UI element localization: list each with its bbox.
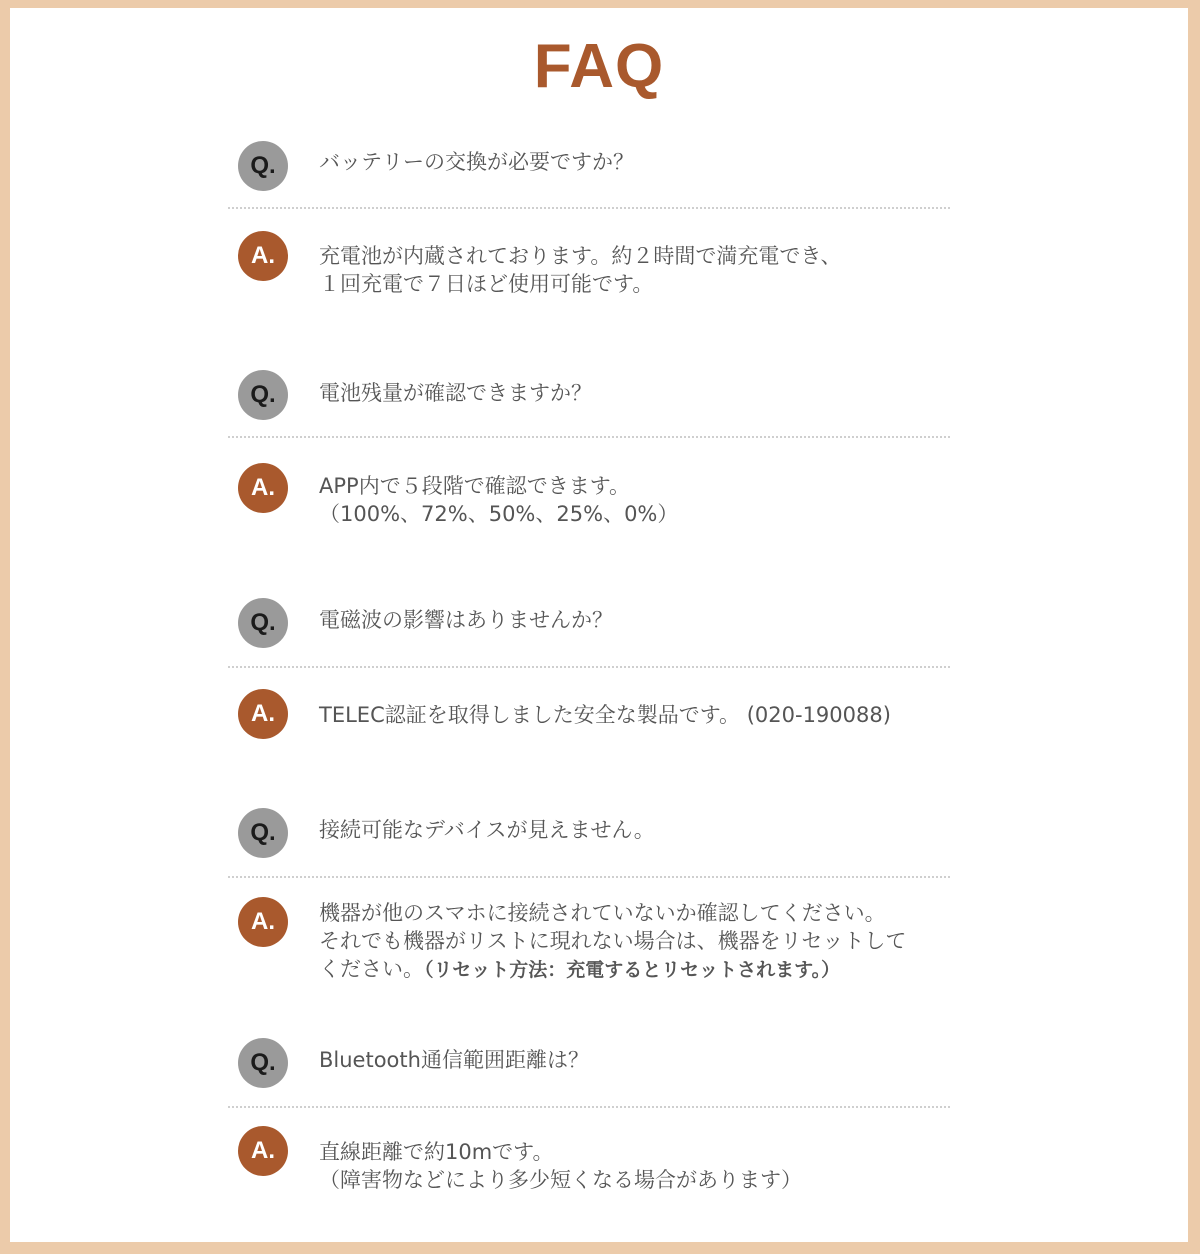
answer-badge: A. xyxy=(238,463,288,513)
answer-badge: A. xyxy=(238,1126,288,1176)
question-badge: Q. xyxy=(238,808,288,858)
question-badge: Q. xyxy=(238,141,288,191)
question-badge: Q. xyxy=(238,370,288,420)
question-badge: Q. xyxy=(238,598,288,648)
reset-method-note: （リセット方法：充電するとリセットされます。） xyxy=(424,959,841,981)
dotted-divider xyxy=(228,666,950,668)
answer-text xyxy=(319,899,959,984)
question-text: 電磁波の影響はありませんか？ xyxy=(319,608,613,632)
faq-page xyxy=(10,8,1188,1242)
question-text: 接続可能なデバイスが見えません。 xyxy=(319,818,655,842)
question-text: 電池残量が確認できますか？ xyxy=(319,381,592,405)
dotted-divider xyxy=(228,1106,950,1108)
answer-text: APP内で５段階で確認できます。 （100%、72%、50%、25%、0%） xyxy=(319,474,679,526)
dotted-divider xyxy=(228,436,950,438)
answer-badge: A. xyxy=(238,231,288,281)
answer-badge: A. xyxy=(238,897,288,947)
answer-badge: A. xyxy=(238,689,288,739)
answer-main-text: 機器が他のスマホに接続されていないか確認してください。 それでも機器がリストに現れない場合は、機器をリセットして ください。 xyxy=(319,901,907,981)
question-text: Bluetooth通信範囲距離は？ xyxy=(319,1048,589,1072)
answer-text: TELEC認証を取得しました安全な製品です。 (020-190088) xyxy=(319,703,891,727)
page-title: FAQ xyxy=(533,32,665,101)
question-badge: Q. xyxy=(238,1038,288,1088)
answer-text: 直線距離で約10mです。 （障害物などにより多少短くなる場合があります） xyxy=(319,1140,802,1192)
answer-text: 充電池が内蔵されております。約２時間で満充電でき、 １回充電で７日ほど使用可能です。 xyxy=(319,244,842,296)
dotted-divider xyxy=(228,876,950,878)
question-text: バッテリーの交換が必要ですか？ xyxy=(319,150,634,174)
dotted-divider xyxy=(228,207,950,209)
